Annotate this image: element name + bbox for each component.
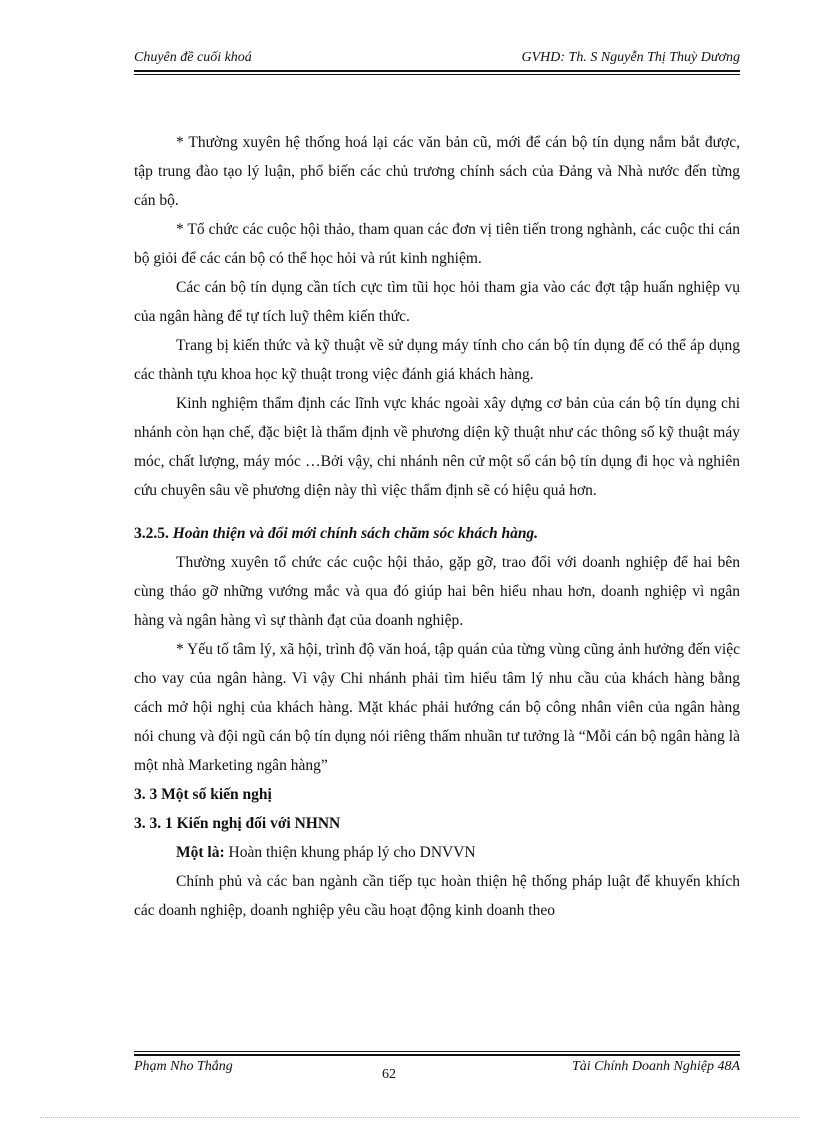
footer-class: Tài Chính Doanh Nghiệp 48A — [571, 1059, 740, 1074]
header-rule-thin — [134, 74, 740, 75]
page-header — [134, 50, 740, 70]
page-footer — [134, 1057, 740, 1081]
paragraph: Trang bị kiến thức và kỹ thuật về sử dụng máy tính cho cán bộ tín dụng để có thể áp dụng các thành tựu khoa học kỹ thuật trong việc đánh giá khách hàng. — [134, 337, 740, 383]
paragraph — [134, 838, 740, 867]
section-heading-3-2-5 — [134, 519, 740, 548]
lead-label: Một là: — [176, 844, 225, 861]
paragraph: Các cán bộ tín dụng cần tích cực tìm tũi học hỏi tham gia vào các đợt tập huấn nghiệp vụ của ngân hàng để tự tích luỹ thêm kiến thức. — [134, 279, 740, 325]
header-rule-thick — [134, 70, 740, 72]
paragraph: * Thường xuyên hệ thống hoá lại các văn bản cũ, mới để cán bộ tín dụng nắm bắt được, tập trung đào tạo lý luận, phổ biến các chủ trương chính sách của Đảng và Nhà nước đến từng cán bộ. — [134, 134, 740, 209]
footer-rule-thick — [134, 1054, 740, 1056]
section-heading-3-3-1: 3. 3. 1 Kiến nghị đối với NHNN — [134, 815, 341, 832]
section-title: Hoàn thiện và đổi mới chính sách chăm sóc khách hàng. — [172, 525, 539, 542]
header-document-title: Chuyên đề cuối khoá — [134, 50, 252, 65]
paragraph: Kinh nghiệm thẩm định các lĩnh vực khác ngoài xây dựng cơ bản của cán bộ tín dụng chi nhánh còn hạn chế, đặc biệt là thẩm định về phương diện kỹ thuật như các thông số kỹ thuật máy móc, chất lượng, máy móc …Bởi vậy, chi nhánh nên cử một số cán bộ tín dụng đi học và nghiên cứu chuyên sâu về phương diện này thì việc thẩm định sẽ có hiệu quả hơn. — [134, 395, 740, 499]
page-body — [134, 128, 740, 925]
header-supervisor: GVHD: Th. S Nguyễn Thị Thuỳ Dương — [521, 50, 740, 65]
page-number: 62 — [382, 1067, 396, 1082]
lead-text: Hoàn thiện khung pháp lý cho DNVVN — [224, 844, 476, 861]
paragraph: * Yếu tố tâm lý, xã hội, trình độ văn hoá, tập quán của từng vùng cũng ảnh hưởng đến việc cho vay của ngân hàng. Vì vậy Chi nhánh phải tìm hiểu tâm lý nhu cầu của khách hàng bằng cách mở hội nghị của khách hàng. Mặt khác phải hướng cán bộ công nhân viên của ngân hàng nói chung và đội ngũ cán bộ tín dụng nói riêng thấm nhuần tư tưởng là “Mỗi cán bộ ngân hàng là một nhà Marketing ngân hàng” — [134, 641, 740, 774]
section-number: 3.2.5. — [134, 525, 169, 542]
footer-rule-thin — [134, 1051, 740, 1052]
footer-author: Phạm Nho Thắng — [134, 1059, 233, 1074]
page-edge — [40, 1117, 800, 1118]
section-heading-3-3: 3. 3 Một số kiến nghị — [134, 786, 272, 803]
paragraph: Thường xuyên tổ chức các cuộc hội thảo, gặp gỡ, trao đổi với doanh nghiệp để hai bên cùng tháo gỡ những vướng mắc và qua đó giúp hai bên hiểu nhau hơn, doanh nghiệp vì ngân hàng và ngân hàng vì sự thành đạt của doanh nghiệp. — [134, 554, 740, 629]
paragraph: * Tổ chức các cuộc hội thảo, tham quan các đơn vị tiên tiến trong nghành, các cuộc thi cán bộ giỏi để các cán bộ có thể học hỏi và rút kinh nghiệm. — [134, 221, 740, 267]
paragraph: Chính phủ và các ban ngành cần tiếp tục hoàn thiện hệ thống pháp luật để khuyến khích các doanh nghiệp, doanh nghiệp yêu cầu hoạt động kinh doanh theo — [134, 873, 740, 919]
